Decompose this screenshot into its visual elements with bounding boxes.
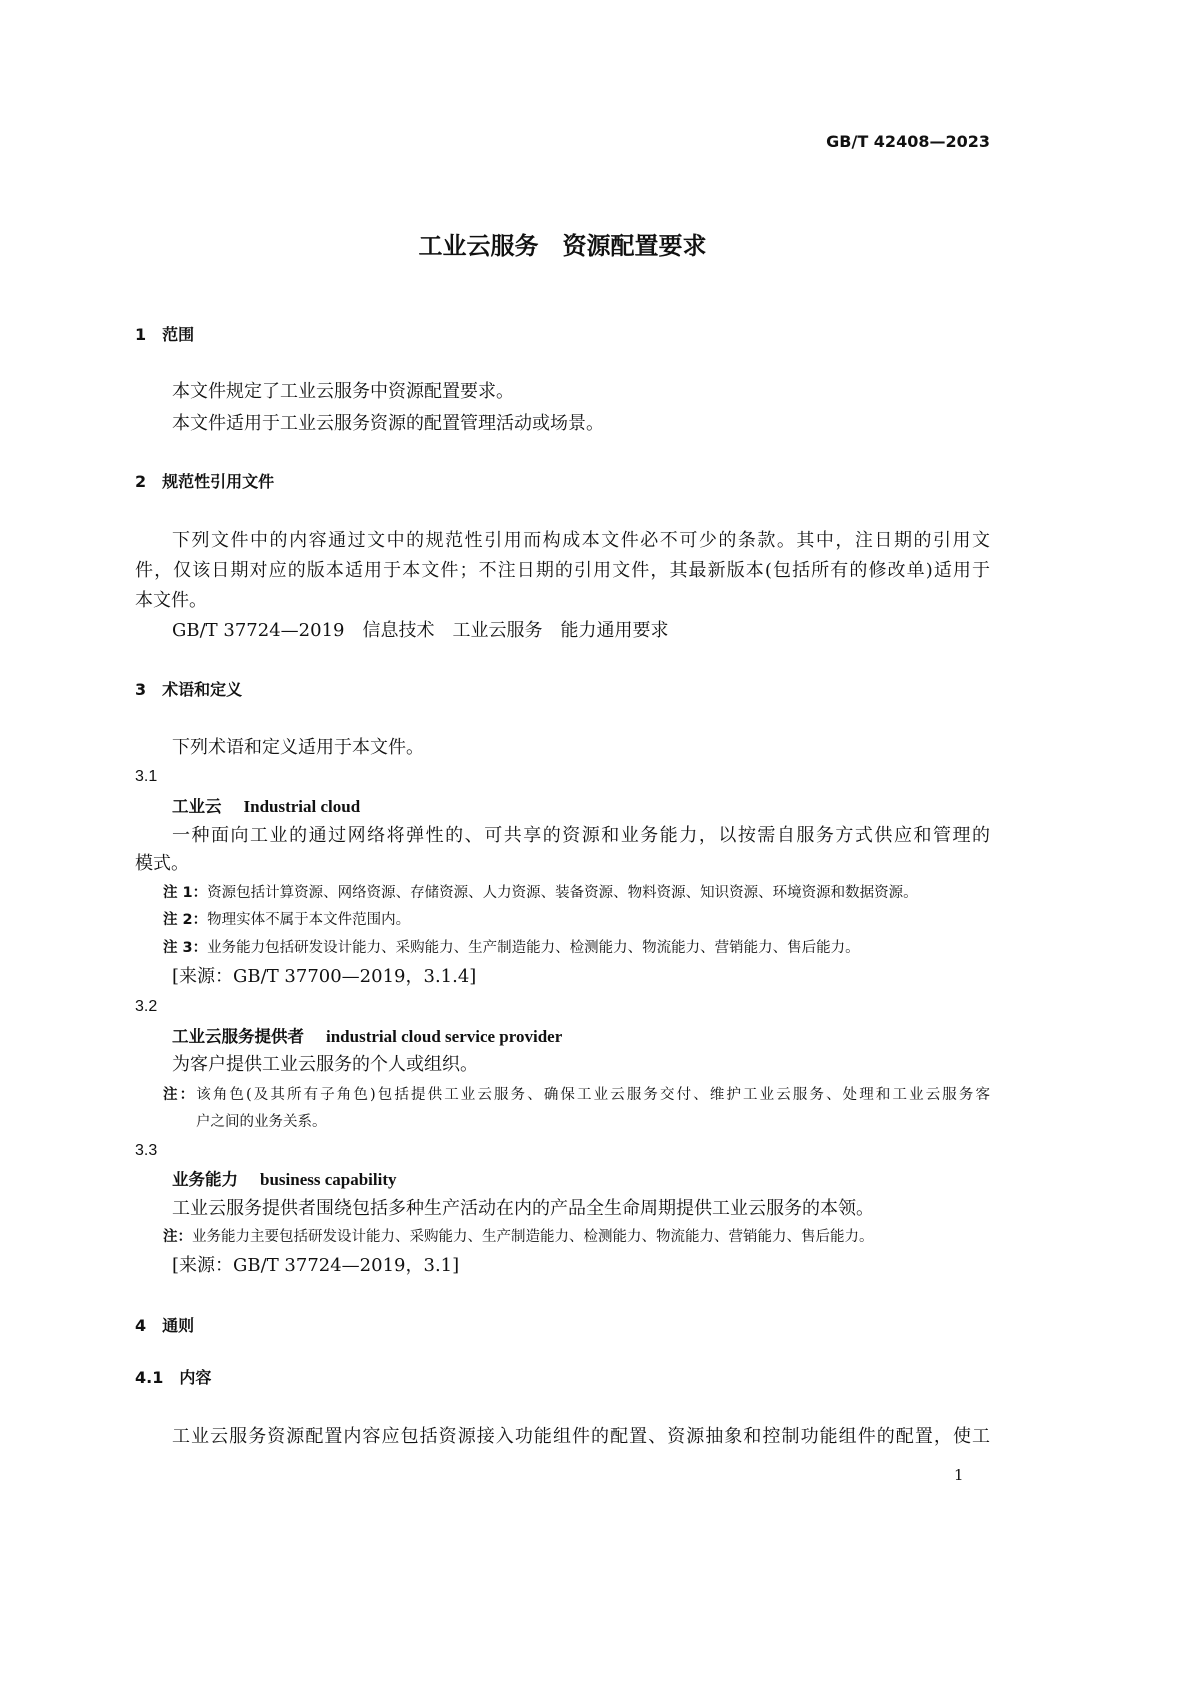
note-continuation: 户之间的业务关系。: [196, 1114, 327, 1130]
normative-reference: GB/T 37724—2019 信息技术 工业云服务 能力通用要求: [172, 620, 669, 641]
term-number: 3.1: [135, 768, 158, 785]
paragraph-line: 工业云服务资源配置内容应包括资源接入功能组件的配置、资源抽象和控制功能组件的配置，使工: [172, 1426, 990, 1447]
term-number: 3.3: [135, 1142, 158, 1159]
note-label: 注 3：: [163, 940, 208, 956]
section-4-heading: 4 通则: [135, 1316, 195, 1335]
section-3-heading: 3 术语和定义: [135, 680, 243, 699]
note: [163, 935, 860, 961]
term-zh: 工业云: [172, 797, 222, 816]
term-number: 3.2: [135, 998, 158, 1015]
definition: 为客户提供工业云服务的个人或组织。: [172, 1054, 478, 1075]
paragraph: 本文件适用于工业云服务资源的配置管理活动或场景。: [172, 413, 604, 434]
paragraph-line: 本文件。: [135, 590, 207, 611]
note-text: 物理实体不属于本文件范围内。: [207, 912, 411, 928]
document-title: 工业云服务 资源配置要求: [418, 232, 707, 260]
note-label: 注：: [163, 1229, 192, 1245]
note-label: 注：: [163, 1087, 197, 1103]
paragraph-line: 件，仅该日期对应的版本适用于本文件；不注日期的引用文件，其最新版本(包括所有的修改单)适用于: [135, 560, 990, 581]
term-en: Industrial cloud: [243, 797, 361, 816]
term-en: industrial cloud service provider: [326, 1027, 563, 1046]
note-text: 该角色(及其所有子角色)包括提供工业云服务、确保工业云服务交付、维护工业云服务、处理和工业云服务客: [196, 1087, 990, 1103]
note-text: 业务能力包括研发设计能力、采购能力、生产制造能力、检测能力、物流能力、营销能力、售后能力。: [207, 940, 860, 956]
note: [163, 1082, 990, 1108]
definition: 工业云服务提供者围绕包括多种生产活动在内的产品全生命周期提供工业云服务的本领。: [172, 1198, 874, 1219]
note: [163, 880, 918, 906]
source: [来源：GB/T 37700—2019，3.1.4]: [172, 966, 477, 987]
term-heading: [172, 794, 360, 820]
paragraph: 下列术语和定义适用于本文件。: [172, 737, 424, 758]
term-en: business capability: [260, 1170, 397, 1189]
term-zh: 工业云服务提供者: [172, 1027, 304, 1046]
definition-line: 模式。: [135, 853, 189, 874]
note-label: 注 2：: [163, 912, 208, 928]
term-heading: [172, 1024, 562, 1050]
term-heading: [172, 1167, 397, 1193]
paragraph-line: 下列文件中的内容通过文中的规范性引用而构成本文件必不可少的条款。其中，注日期的引用文: [172, 530, 990, 551]
note-text: 业务能力主要包括研发设计能力、采购能力、生产制造能力、检测能力、物流能力、营销能力、售后能力。: [192, 1229, 874, 1245]
subsection-4-1-heading: 4.1 内容: [135, 1368, 212, 1387]
note: [163, 1224, 874, 1250]
document-id: GB/T 42408—2023: [826, 132, 990, 151]
definition-line: 一种面向工业的通过网络将弹性的、可共享的资源和业务能力，以按需自服务方式供应和管理的: [172, 825, 990, 846]
note: [163, 907, 410, 933]
source: [来源：GB/T 37724—2019，3.1]: [172, 1255, 460, 1276]
note-label: 注 1：: [163, 885, 208, 901]
term-zh: 业务能力: [172, 1170, 238, 1189]
note-text: 资源包括计算资源、网络资源、存储资源、人力资源、装备资源、物料资源、知识资源、环境资源和数据资源。: [207, 885, 918, 901]
page-number: 1: [954, 1466, 964, 1484]
paragraph: 本文件规定了工业云服务中资源配置要求。: [172, 381, 514, 402]
section-2-heading: 2 规范性引用文件: [135, 472, 275, 491]
section-1-heading: 1 范围: [135, 325, 195, 344]
